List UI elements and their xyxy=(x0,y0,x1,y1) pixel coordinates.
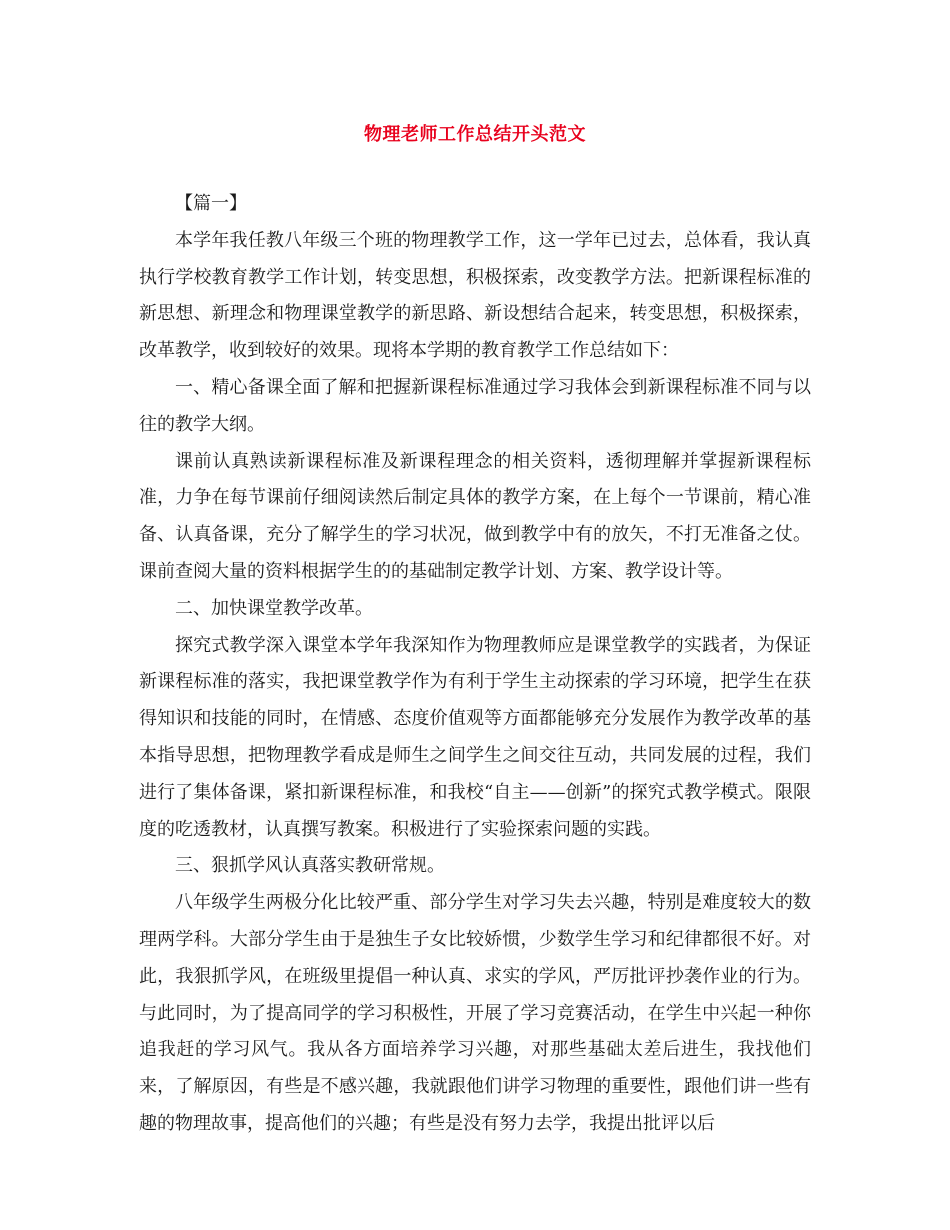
paragraph: 课前认真熟读新课程标准及新课程理念的相关资料，透彻理解并掌握新课程标准，力争在每节课前仔细阅读然后制定具体的教学方案，在上每个一节课前，精心准备、认真备课，充分了解学生的学习状况，做到教学中有的放矢，不打无准备之仗。课前查阅大量的资料根据学生的的基础制定教学计划、方案、教学设计等。 xyxy=(139,450,811,582)
paragraph: 探究式教学深入课堂本学年我深知作为物理教师应是课堂教学的实践者，为保证新课程标准的落实，我把课堂教学作为有利于学生主动探索的学习环境，把学生在获得知识和技能的同时，在情感、态度价值观等方面都能够充分发展作为教学改革的基本指导思想，把物理教学看成是师生之间学生之间交往互动，共同发展的过程，我们进行了集体备课，紧扣新课程标准，和我校“自主——创新”的探究式教学模式。限限度的吃透教材，认真撰写教案。积极进行了实验探索问题的实践。 xyxy=(139,634,811,840)
document-body xyxy=(139,186,811,1143)
section-heading: 【篇一】 xyxy=(175,193,247,214)
paragraph: 三、狠抓学风认真落实教研常规。 xyxy=(175,855,445,877)
paragraph: 一、精心备课全面了解和把握新课程标准通过学习我体会到新课程标准不同与以往的教学大纲。 xyxy=(139,376,811,435)
document-title: 物理老师工作总结开头范文 xyxy=(364,124,586,145)
paragraph: 本学年我任教八年级三个班的物理教学工作，这一学年已过去，总体看，我认真执行学校教育教学工作计划，转变思想，积极探索，改变教学方法。把新课程标准的新思想、新理念和物理课堂教学的新思路、新设想结合起来，转变思想，积极探索，改革教学，收到较好的效果。现将本学期的教育教学工作总结如下： xyxy=(139,229,811,362)
paragraph: 八年级学生两极分化比较严重、部分学生对学习失去兴趣，特别是难度较大的数理两学科。大部分学生由于是独生子女比较娇惯，少数学生学习和纪律都很不好。对此，我狠抓学风，在班级里提倡一种认真、求实的学风，严厉批评抄袭作业的行为。与此同时，为了提高同学的学习积极性，开展了学习竞赛活动，在学生中兴起一种你追我赶的学习风气。我从各方面培养学习兴趣，对那些基础太差后进生，我找他们来，了解原因，有些是不感兴趣，我就跟他们讲学习物理的重要性，跟他们讲一些有趣的物理故事，提高他们的兴趣；有些是没有努力去学，我提出批评以后 xyxy=(139,892,811,1134)
paragraph: 二、加快课堂教学改革。 xyxy=(175,597,373,619)
